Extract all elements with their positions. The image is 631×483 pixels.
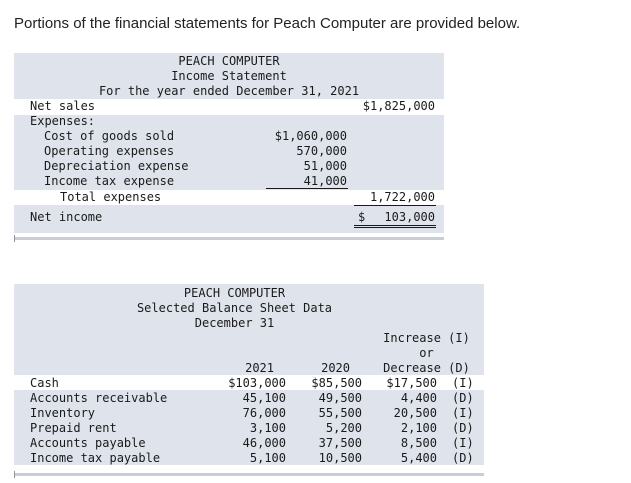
balance-sheet-table xyxy=(14,284,484,479)
expense-item-value: $1,060,000 xyxy=(274,129,347,143)
net-income-double-underline xyxy=(354,225,436,226)
balance-row-flag: (D) xyxy=(452,421,474,435)
income-company-name: PEACH COMPUTER xyxy=(178,54,280,68)
income-statement-title: Income Statement xyxy=(171,69,287,83)
column-header-2020: 2020 xyxy=(321,361,350,375)
net-sales-value: $1,825,000 xyxy=(362,99,435,113)
balance-row-flag: (I) xyxy=(452,406,474,420)
balance-row-change: 5,400 xyxy=(400,451,437,465)
balance-row-change: 20,500 xyxy=(393,406,437,420)
balance-row-2020: 55,500 xyxy=(318,406,362,420)
net-income-value: 103,000 xyxy=(384,210,435,224)
balance-title: Selected Balance Sheet Data xyxy=(136,301,333,315)
expenses-underline xyxy=(266,188,348,189)
income-table-scrollbar xyxy=(14,237,444,240)
balance-row-label: Prepaid rent xyxy=(30,421,117,435)
column-header-2021: 2021 xyxy=(245,361,274,375)
balance-row-flag: (D) xyxy=(452,391,474,405)
expense-item-value: 51,000 xyxy=(303,159,347,173)
balance-row-label: Accounts payable xyxy=(30,436,146,450)
income-period: For the year ended December 31, 2021 xyxy=(98,84,360,98)
change-header-line: or xyxy=(419,346,434,360)
balance-row-change: 8,500 xyxy=(400,436,437,450)
expense-item-label: Depreciation expense xyxy=(44,159,189,173)
balance-row-flag: (I) xyxy=(452,436,474,450)
balance-row-label: Income tax payable xyxy=(30,451,161,465)
expense-item-label: Cost of goods sold xyxy=(44,129,175,143)
balance-row-2020: 37,500 xyxy=(318,436,362,450)
balance-row-2021: 3,100 xyxy=(249,421,286,435)
expenses-label: Expenses: xyxy=(30,114,96,128)
balance-table-scrollbar xyxy=(14,473,484,476)
balance-row-flag: (I) xyxy=(452,376,474,390)
expense-item-label: Income tax expense xyxy=(44,174,175,188)
balance-row-2020: $85,500 xyxy=(311,376,362,390)
income-statement-table xyxy=(14,53,444,243)
expense-item-value: 570,000 xyxy=(296,144,347,158)
balance-row-label: Cash xyxy=(30,376,59,390)
net-income-dollar-sign: $ xyxy=(358,210,366,224)
balance-row-2020: 49,500 xyxy=(318,391,362,405)
net-income-label: Net income xyxy=(30,210,103,224)
intro-text: Portions of the financial statements for Peach Computer are provided below. xyxy=(14,15,521,32)
expense-item-label: Operating expenses xyxy=(44,144,175,158)
balance-row-2021: 76,000 xyxy=(242,406,286,420)
net-income-double-underline xyxy=(354,227,436,228)
total-expenses-value: 1,722,000 xyxy=(369,190,435,204)
balance-row-2020: 5,200 xyxy=(325,421,362,435)
balance-row-flag: (D) xyxy=(452,451,474,465)
balance-row-2021: 5,100 xyxy=(249,451,286,465)
total-expenses-underline xyxy=(354,205,436,206)
net-sales-label: Net sales xyxy=(30,99,96,113)
balance-date: December 31 xyxy=(194,316,275,330)
balance-row-change: 2,100 xyxy=(400,421,437,435)
balance-row-2020: 10,500 xyxy=(318,451,362,465)
balance-row-change: $17,500 xyxy=(386,376,437,390)
balance-company-name: PEACH COMPUTER xyxy=(183,286,286,300)
change-header-line: Decrease (D) xyxy=(383,361,470,375)
balance-row-2021: 45,100 xyxy=(242,391,286,405)
balance-row-label: Accounts receivable xyxy=(30,391,168,405)
expense-item-value: 41,000 xyxy=(303,174,347,188)
balance-row-2021: 46,000 xyxy=(242,436,286,450)
change-header-line: Increase (I) xyxy=(383,331,470,345)
balance-row-change: 4,400 xyxy=(400,391,437,405)
balance-row-2021: $103,000 xyxy=(228,376,286,390)
balance-row-label: Inventory xyxy=(30,406,96,420)
total-expenses-label: Total expenses xyxy=(60,190,162,204)
